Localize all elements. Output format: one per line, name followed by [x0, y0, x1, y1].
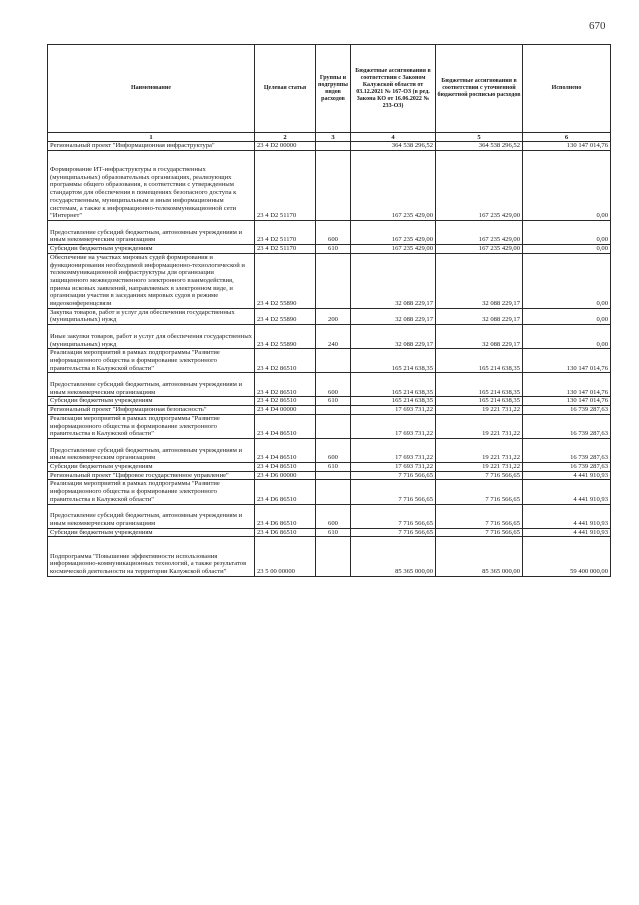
row-target-code: 23 4 D4 86510: [255, 463, 316, 472]
row-refined-allocation: 165 214 638,35: [436, 397, 523, 406]
row-name: Формирование ИТ-инфраструктуры в государственных (муниципальных) образовательных организациях, реализующих программы общего образования, в соответствии с утвержденным стандартом для обеспечения в помещениях безопасного доступа к государственным, муниципальным и иным информационным системам, а также к информационно-телекоммуникационной сети "Интернет": [50, 166, 237, 220]
row-refined-allocation: 364 538 296,52: [436, 142, 523, 151]
table-row: [48, 245, 611, 254]
row-target-code: 23 4 D2 00000: [255, 142, 316, 151]
row-executed: 4 441 910,93: [523, 471, 611, 480]
row-law-allocation: 167 235 429,00: [351, 150, 436, 220]
row-expense-group: [316, 480, 351, 504]
table-row: [48, 221, 611, 245]
row-executed: 0,00: [523, 221, 611, 245]
row-law-allocation: 32 088 229,17: [351, 308, 436, 324]
row-refined-allocation: 32 088 229,17: [436, 308, 523, 324]
row-executed: 130 147 014,76: [523, 397, 611, 406]
row-refined-allocation: 167 235 429,00: [436, 245, 523, 254]
row-refined-allocation: 19 221 731,22: [436, 414, 523, 438]
row-name: Обеспечение на участках мировых судей формирования и функционирования необходимой информационно-технологической и телекоммуникационной инфраструктуры для организации защищенного межведомственного электронного взаимодействия, приема исковых заявлений, направляемых в электронном виде, и организации участия в заседаниях мировых судов в режиме видеоконференцсвязи: [48, 253, 255, 308]
row-refined-allocation: 167 235 429,00: [436, 150, 523, 220]
row-target-code: 23 4 D2 51170: [255, 150, 316, 220]
row-executed: 4 441 910,93: [523, 528, 611, 537]
row-law-allocation: 165 214 638,35: [351, 397, 436, 406]
row-expense-group: 240: [316, 325, 351, 349]
row-target-code: 23 4 D4 86510: [255, 414, 316, 438]
row-expense-group: [316, 537, 351, 576]
table-row: [48, 528, 611, 537]
header-executed: Исполнено: [523, 45, 611, 133]
row-expense-group: [316, 471, 351, 480]
row-refined-allocation: 85 365 000,00: [436, 537, 523, 576]
column-number: 5: [436, 133, 523, 142]
row-target-code: 23 4 D6 86510: [255, 480, 316, 504]
row-refined-allocation: 7 716 566,65: [436, 471, 523, 480]
page-number: 670: [589, 20, 606, 32]
header-code: Целевая статья: [255, 45, 316, 133]
table-row: [48, 471, 611, 480]
row-name: Предоставление субсидий бюджетным, автономным учреждениям и иным некоммерческим организациям: [50, 446, 243, 462]
row-name: Региональный проект "Информационная инфраструктура": [48, 142, 255, 151]
row-expense-group: 600: [316, 504, 351, 528]
table-header-row: [48, 45, 611, 133]
row-target-code: 23 4 D2 86510: [255, 397, 316, 406]
row-law-allocation: 17 693 731,22: [351, 406, 436, 415]
table-row: [48, 308, 611, 324]
row-law-allocation: 85 365 000,00: [351, 537, 436, 576]
row-name: Подпрограмма "Повышение эффективности использования информационно-коммуникационных технологий, а также результатов космической деятельности на территории Калужской области": [50, 552, 247, 576]
row-law-allocation: 32 088 229,17: [351, 325, 436, 349]
row-executed: 16 739 287,63: [523, 414, 611, 438]
row-name: Закупка товаров, работ и услуг для обеспечения государственных (муниципальных) нужд: [48, 308, 255, 324]
row-executed: 4 441 910,93: [523, 504, 611, 528]
row-name-cell: [48, 373, 255, 397]
row-name-cell: [48, 504, 255, 528]
table-row: [48, 373, 611, 397]
row-law-allocation: 7 716 566,65: [351, 504, 436, 528]
row-target-code: 23 4 D2 51170: [255, 221, 316, 245]
row-executed: 16 739 287,63: [523, 463, 611, 472]
row-law-allocation: 17 693 731,22: [351, 463, 436, 472]
column-number: 4: [351, 133, 436, 142]
table-row: [48, 537, 611, 576]
row-name-cell: [48, 325, 255, 349]
row-refined-allocation: 165 214 638,35: [436, 373, 523, 397]
row-refined-allocation: 19 221 731,22: [436, 438, 523, 462]
row-executed: 16 739 287,63: [523, 406, 611, 415]
row-name: Субсидии бюджетным учреждениям: [48, 528, 255, 537]
row-target-code: 23 4 D2 86510: [255, 373, 316, 397]
budget-table: [47, 44, 611, 577]
table-row: [48, 414, 611, 438]
row-law-allocation: 364 538 296,52: [351, 142, 436, 151]
row-name: Региональный проект "Цифровое государственное управление": [48, 471, 255, 480]
column-number-row: [48, 133, 611, 142]
row-name: Субсидии бюджетным учреждениям: [48, 463, 255, 472]
table-row: [48, 463, 611, 472]
row-target-code: 23 4 D4 86510: [255, 438, 316, 462]
row-law-allocation: 17 693 731,22: [351, 438, 436, 462]
row-name-cell: [48, 150, 255, 220]
column-number: 1: [48, 133, 255, 142]
row-expense-group: [316, 349, 351, 373]
row-expense-group: 610: [316, 463, 351, 472]
row-refined-allocation: 7 716 566,65: [436, 504, 523, 528]
row-expense-group: 610: [316, 245, 351, 254]
row-refined-allocation: 7 716 566,65: [436, 480, 523, 504]
row-target-code: 23 4 D2 55890: [255, 325, 316, 349]
row-law-allocation: 7 716 566,65: [351, 471, 436, 480]
row-name: Региональный проект "Информационная безопасность": [48, 406, 255, 415]
row-refined-allocation: 167 235 429,00: [436, 221, 523, 245]
row-executed: 0,00: [523, 150, 611, 220]
row-refined-allocation: 19 221 731,22: [436, 406, 523, 415]
row-target-code: 23 4 D6 86510: [255, 504, 316, 528]
row-law-allocation: 17 693 731,22: [351, 414, 436, 438]
row-law-allocation: 7 716 566,65: [351, 480, 436, 504]
row-expense-group: [316, 150, 351, 220]
row-law-allocation: 165 214 638,35: [351, 349, 436, 373]
table-row: [48, 150, 611, 220]
row-executed: 130 147 014,76: [523, 349, 611, 373]
row-refined-allocation: 32 088 229,17: [436, 253, 523, 308]
row-expense-group: [316, 414, 351, 438]
row-law-allocation: 32 088 229,17: [351, 253, 436, 308]
row-executed: 59 400 000,00: [523, 537, 611, 576]
row-expense-group: 600: [316, 373, 351, 397]
table-row: [48, 142, 611, 151]
row-target-code: 23 4 D2 51170: [255, 245, 316, 254]
column-number: 2: [255, 133, 316, 142]
row-name: Иные закупки товаров, работ и услуг для обеспечения государственных (муниципальных) нужд: [50, 332, 252, 348]
header-refined-allocation: Бюджетные ассигнования в соответствии с уточненной бюджетной росписью расходов: [436, 45, 523, 133]
row-executed: 0,00: [523, 245, 611, 254]
row-target-code: 23 4 D6 86510: [255, 528, 316, 537]
row-executed: 130 147 014,76: [523, 142, 611, 151]
row-target-code: 23 4 D2 86510: [255, 349, 316, 373]
row-refined-allocation: 19 221 731,22: [436, 463, 523, 472]
table-row: [48, 480, 611, 504]
table-row: [48, 504, 611, 528]
row-executed: 4 441 910,93: [523, 480, 611, 504]
row-name: Реализация мероприятий в рамках подпрограммы "Развитие информационного общества и формирование электронного правительства в Калужской области": [48, 480, 255, 504]
row-expense-group: [316, 253, 351, 308]
row-executed: 0,00: [523, 253, 611, 308]
table-row: [48, 397, 611, 406]
row-name: Субсидии бюджетным учреждениям: [48, 397, 255, 406]
row-law-allocation: 167 235 429,00: [351, 221, 436, 245]
row-name: Реализация мероприятий в рамках подпрограммы "Развитие информационного общества и формирование электронного правительства в Калужской области": [48, 349, 255, 373]
row-target-code: 23 4 D6 00000: [255, 471, 316, 480]
row-expense-group: 600: [316, 221, 351, 245]
column-number: 3: [316, 133, 351, 142]
row-executed: 0,00: [523, 325, 611, 349]
table-row: [48, 325, 611, 349]
row-law-allocation: 7 716 566,65: [351, 528, 436, 537]
row-name: Предоставление субсидий бюджетным, автономным учреждениям и иным некоммерческим организациям: [50, 381, 243, 396]
header-law-allocation: Бюджетные ассигнования в соответствии с Законом Калужской области от 03.12.2021 № 167-ОЗ (в ред. Закона КО от 16.06.2022 № 233-ОЗ): [351, 45, 436, 133]
row-name-cell: [48, 438, 255, 462]
row-refined-allocation: 7 716 566,65: [436, 528, 523, 537]
row-executed: 0,00: [523, 308, 611, 324]
row-expense-group: 200: [316, 308, 351, 324]
row-expense-group: [316, 142, 351, 151]
row-name-cell: [48, 537, 255, 576]
row-executed: 130 147 014,76: [523, 373, 611, 397]
table-row: [48, 349, 611, 373]
row-refined-allocation: 32 088 229,17: [436, 325, 523, 349]
row-name: Субсидии бюджетным учреждениям: [48, 245, 255, 254]
row-name: Реализация мероприятий в рамках подпрограммы "Развитие информационного общества и формирование электронного правительства в Калужской области": [48, 414, 255, 438]
header-expense-group: Группы и подгруппы видов расходов: [316, 45, 351, 133]
row-law-allocation: 167 235 429,00: [351, 245, 436, 254]
row-name-cell: [48, 221, 255, 245]
row-expense-group: [316, 406, 351, 415]
row-target-code: 23 5 00 00000: [255, 537, 316, 576]
table-row: [48, 253, 611, 308]
row-name: Предоставление субсидий бюджетным, автономным учреждениям и иным некоммерческим организациям: [50, 228, 243, 244]
row-target-code: 23 4 D4 00000: [255, 406, 316, 415]
row-refined-allocation: 165 214 638,35: [436, 349, 523, 373]
row-target-code: 23 4 D2 55890: [255, 253, 316, 308]
row-target-code: 23 4 D2 55890: [255, 308, 316, 324]
row-name: Предоставление субсидий бюджетным, автономным учреждениям и иным некоммерческим организациям: [50, 512, 243, 527]
column-number: 6: [523, 133, 611, 142]
header-name: Наименование: [48, 45, 255, 133]
table-row: [48, 406, 611, 415]
row-expense-group: 610: [316, 397, 351, 406]
row-law-allocation: 165 214 638,35: [351, 373, 436, 397]
row-expense-group: 600: [316, 438, 351, 462]
row-executed: 16 739 287,63: [523, 438, 611, 462]
table-row: [48, 438, 611, 462]
row-expense-group: 610: [316, 528, 351, 537]
